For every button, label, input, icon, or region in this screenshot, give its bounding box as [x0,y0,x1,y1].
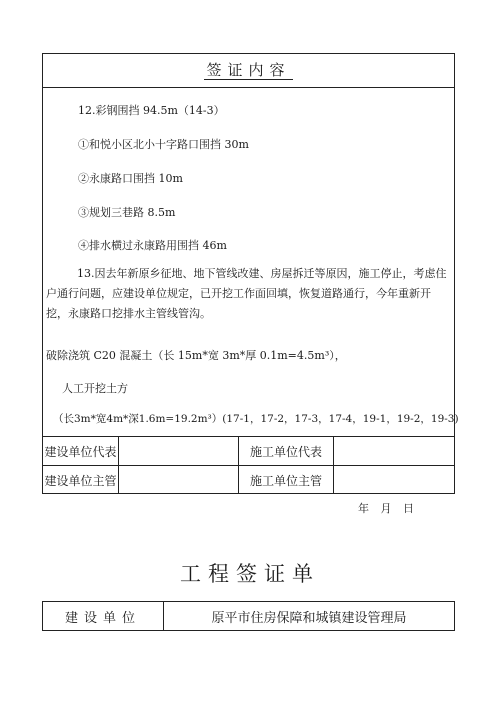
visa-header [43,54,454,88]
rep-label: 建设单位代表 [43,437,119,465]
visa-content-table [42,53,459,494]
item-12-4: ④排水横过永康路用围挡 46m [78,239,227,252]
date-line: 年 月 日 [358,502,414,515]
supervisor-label: 建设单位主管 [43,466,119,494]
earthwork-detail: （长3m*宽4m*深1.6m=19.2m³）(17-1，17-2，17-3，17-4，19-1，19-2，19-3) [53,413,459,425]
item-12-1: ①和悦小区北小十字路口围挡 30m [78,138,249,151]
item-12-2: ②永康路口围挡 10m [78,172,183,185]
construction-unit-value: 原平市住房保障和城镇建设管理局 [211,610,407,626]
item-13-paragraph: 13.因去年新原乡征地、地下管线改建、房屋拆迁等原因，施工停止，考虑住户通行问题，应建设单位规定，已开挖工作面回填，恢复道路通行，今年重新开挖，永康路口挖排水主管线管沟。 [46,267,447,320]
contractor-supervisor-signature-field[interactable] [334,466,454,494]
rep-signature-field[interactable] [119,437,239,465]
item-12: 12.彩钢围挡 94.5m（14-3） [78,104,225,117]
signature-row-supervisors [43,465,454,494]
visa-header-label: 签证内容 [206,61,291,79]
concrete-line: 破除浇筑 C20 混凝土（长 15m*宽 3m*厚 0.1m=4.5m³）， [46,349,346,362]
earthwork-title: 人工开挖土方 [62,382,128,395]
item-12-3: ③规划三巷路 8.5m [78,206,176,219]
supervisor-signature-field[interactable] [119,466,239,494]
contractor-rep-signature-field[interactable] [334,437,454,465]
contractor-rep-label: 施工单位代表 [239,437,334,465]
construction-unit-label: 建设单位 [43,602,164,630]
form-title: 工程签证单 [180,562,320,586]
construction-unit-table [42,601,455,631]
contractor-supervisor-label: 施工单位主管 [239,466,334,494]
signature-row-representatives [43,436,454,465]
